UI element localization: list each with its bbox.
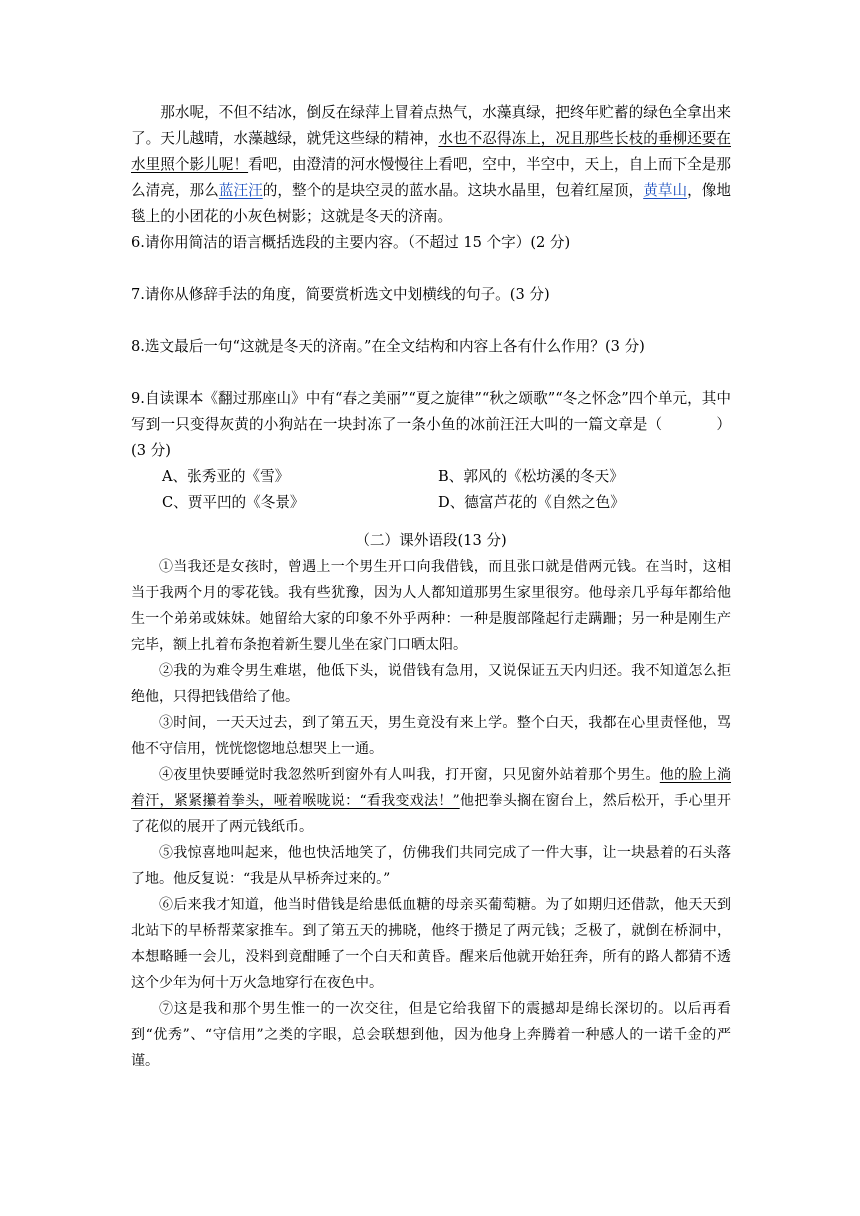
option-a: A、张秀亚的《雪》: [162, 468, 290, 485]
reading-text: ④夜里快要睡觉时我忽然听到窗外有人叫我，打开窗，只见窗外站着那个男生。: [159, 767, 660, 783]
answer-space: [131, 256, 731, 282]
passage-text: 看吧，由澄清的河水慢慢往上看吧，空中，半空中，天上，自上而下全是那么清亮，那么: [131, 156, 731, 199]
option-c: C、贾平凹的《冬景》: [162, 494, 305, 511]
underlined-sentence: 水也不忍得冻上，况且那些长枝的垂柳还要在水里照个影儿呢！: [131, 130, 731, 173]
annotation-link-lanwangwang[interactable]: 蓝汪汪: [218, 182, 263, 199]
question-9: [131, 386, 731, 464]
question-8: 8.选文最后一句“这就是冬天的济南。”在全文结构和内容上各有什么作用？(3 分): [131, 338, 645, 355]
passage-text: 的，整个的是块空灵的蓝水晶。这块水晶里，包着红屋顶，: [262, 182, 644, 199]
question-9-score: ）(3 分): [131, 416, 731, 459]
question-6: 6.请你用简洁的语言概括选段的主要内容。（不超过 15 个字）(2 分): [131, 234, 571, 251]
reading-paragraph-4: [131, 762, 731, 840]
reading-paragraph-1: ①当我还是女孩时，曾遇上一个男生开口向我借钱，而且张口就是借两元钱。在当时，这相当于我两个月的零花钱。我有些犹豫，因为人人都知道那男生家里很穷。他母亲几乎每年都给他生一个弟弟或妹妹。她留给大家的印象不外乎两种：一种是腹部隆起行走蹒跚；另一种是刚生产完毕，额上扎着布条抱着新生婴儿坐在家门口晒太阳。: [131, 559, 731, 653]
answer-space: [131, 308, 731, 334]
annotation-link-huangcaoshan[interactable]: 黄草山: [643, 182, 688, 199]
passage-paragraph: [131, 100, 731, 230]
section-title: （二）课外语段(13 分): [355, 532, 507, 549]
document-page: [131, 100, 731, 1074]
question-7: 7.请你从修辞手法的角度，简要赏析选文中划横线的句子。(3 分): [131, 286, 550, 303]
options-grid: [162, 464, 731, 516]
reading-paragraph-6: ⑥后来我才知道，他当时借钱是给患低血糖的母亲买葡萄糖。为了如期归还借款，他天天到北站下的早桥帮菜家推车。到了第五天的拂晓，他终于攒足了两元钱；乏极了，就倒在桥洞中，本想略睡一会儿，没料到竟酣睡了一个白天和黄昏。醒来后他就开始狂奔，所有的路人都猜不透这个少年为何十万火急地穿行在夜色中。: [131, 897, 731, 991]
reading-paragraph-7: ⑦这是我和那个男生惟一的一次交往，但是它给我留下的震撼却是绵长深切的。以后再看到“优秀”、“守信用”之类的字眼，总会联想到他，因为他身上奔腾着一种感人的一诺千金的严谨。: [131, 1001, 731, 1069]
reading-paragraph-5: ⑤我惊喜地叫起来，他也快活地笑了，仿佛我们共同完成了一件大事，让一块悬着的石头落了地。他反复说：“我是从早桥奔过来的。”: [131, 845, 731, 887]
passage-text: 那水呢，不但不结冰，倒反在绿萍上冒着点热气，水藻真绿，把终年贮蓄的绿色全拿出来了。天儿越晴，水藻越绿，就凭这些绿的精神，: [131, 104, 731, 147]
reading-paragraph-2: ②我的为难令男生难堪，他低下头，说借钱有急用，又说保证五天内归还。我不知道怎么拒绝他，只得把钱借给了他。: [131, 663, 731, 705]
option-b: B、郭风的《松坊溪的冬天》: [438, 468, 624, 485]
reading-paragraph-3: ③时间，一天天过去，到了第五天，男生竟没有来上学。整个白天，我都在心里责怪他，骂他不守信用，恍恍惚惚地总想哭上一通。: [131, 715, 731, 757]
question-9-text: 9.自读课本《翻过那座山》中有“春之美丽”“夏之旋律”“秋之颂歌”“冬之怀念”四个单元，其中写到一只变得灰黄的小狗站在一块封冻了一条小鱼的冰前汪汪大叫的一篇文章是（: [131, 390, 731, 433]
reading-text: 他把拳头搁在窗台上，然后松开，手心里开了花似的展开了两元钱纸币。: [131, 793, 731, 835]
answer-space: [131, 360, 731, 386]
option-d: D、德富芦花的《自然之色》: [438, 494, 625, 511]
underlined-sentence: 他的脸上淌着汗，紧紧攥着拳头，哑着喉咙说：“看我变戏法！”: [131, 767, 732, 809]
passage-text: ，像地毯上的小团花的小灰色树影；这就是冬天的济南。: [131, 182, 731, 225]
